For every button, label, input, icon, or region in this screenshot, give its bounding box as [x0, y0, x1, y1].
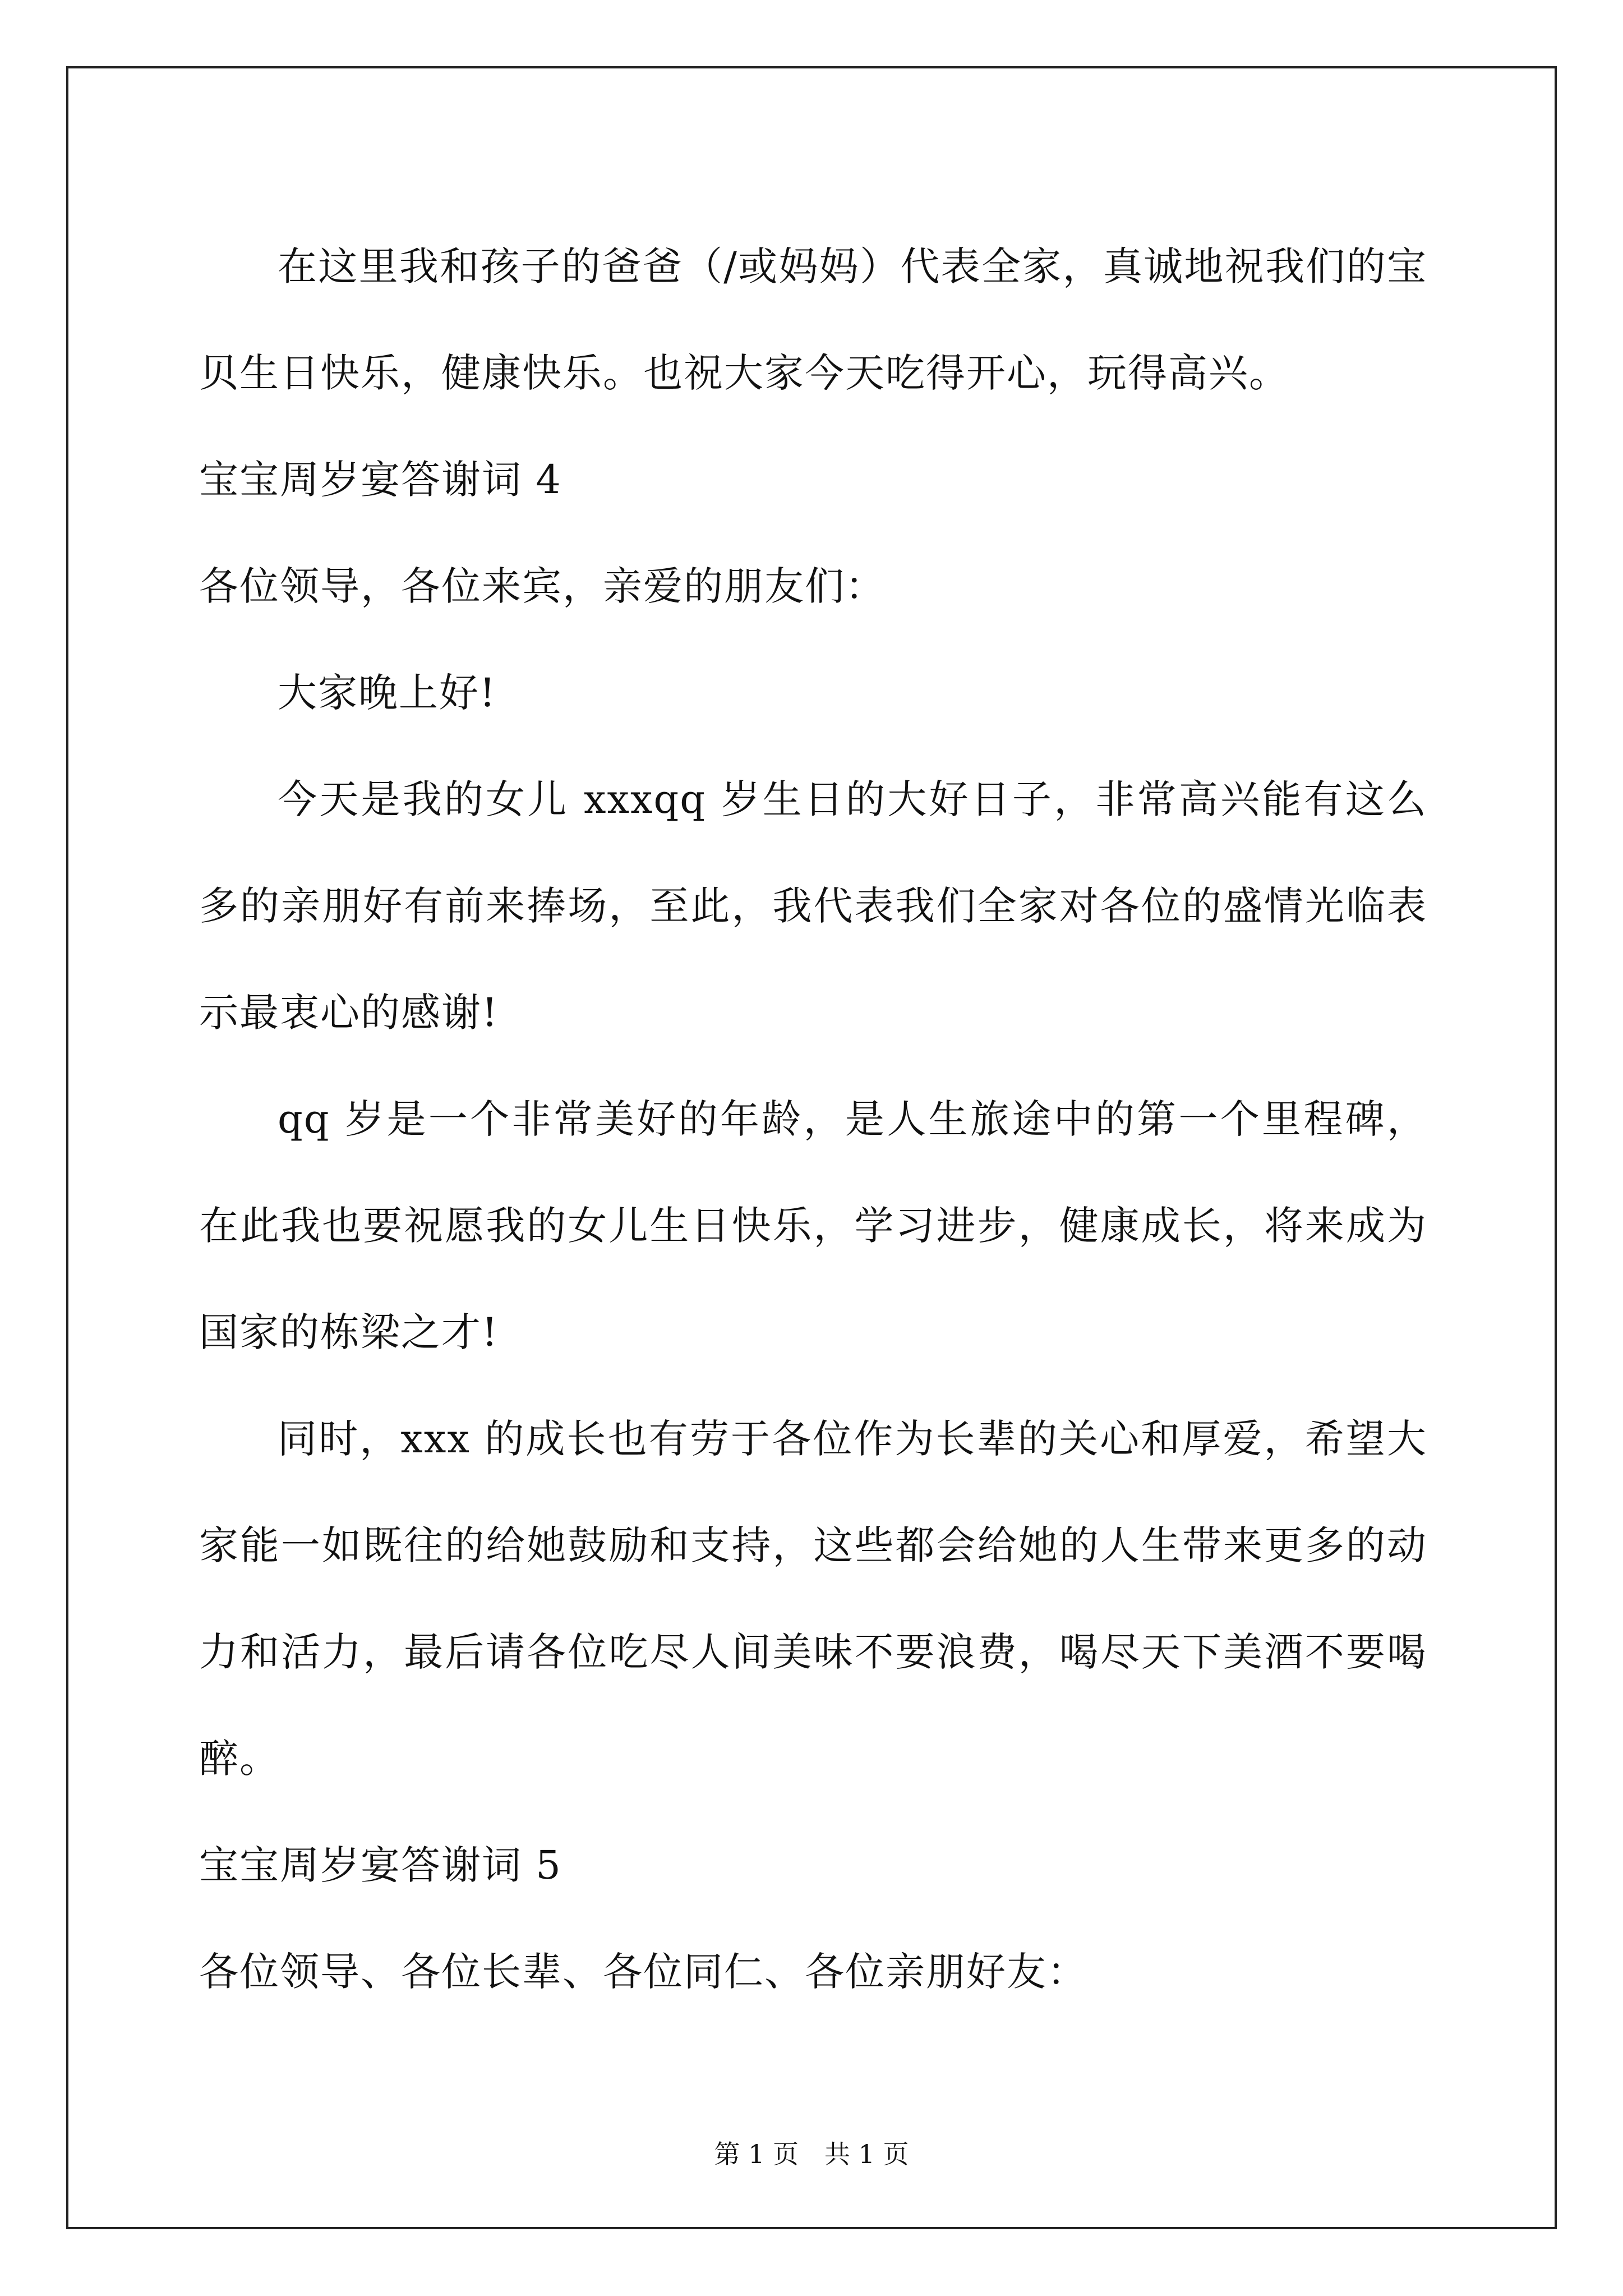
greeting-4: 大家晚上好! — [278, 670, 497, 716]
salutation-5: 各位领导、各位长辈、各位同仁、各位亲朋好友： — [199, 1949, 1087, 1995]
paragraph-closing: 同时，xxx 的成长也有劳于各位作为长辈的关心和厚爱，希望大家能一如既往的给她鼓励和支持，这些都会给她的人生带来更多的动力和活力，最后请各位吃尽人间美味不要浪费，喝尽天下美酒不要喝醉。 — [199, 1416, 1427, 1782]
section-heading-4: 宝宝周岁宴答谢词 4 — [199, 457, 562, 503]
page-number-footer: 第 1 页 共 1 页 — [714, 2139, 909, 2169]
paragraph-blessing: 在这里我和孩子的爸爸（/或妈妈）代表全家，真诚地祝我们的宝贝生日快乐，健康快乐。也祝大家今天吃得开心，玩得高兴。 — [199, 243, 1427, 396]
document-body — [199, 213, 1427, 2025]
paragraph-wishes: qq 岁是一个非常美好的年龄，是人生旅途中的第一个里程碑，在此我也要祝愿我的女儿生日快乐，学习进步，健康成长，将来成为国家的栋梁之才! — [199, 1096, 1427, 1355]
paragraph-thanks: 今天是我的女儿 xxxqq 岁生日的大好日子，非常高兴能有这么多的亲朋好有前来捧场，至此，我代表我们全家对各位的盛情光临表示最衷心的感谢! — [199, 776, 1427, 1036]
salutation-4: 各位领导，各位来宾，亲爱的朋友们： — [199, 563, 886, 609]
section-heading-5: 宝宝周岁宴答谢词 5 — [199, 1842, 562, 1888]
